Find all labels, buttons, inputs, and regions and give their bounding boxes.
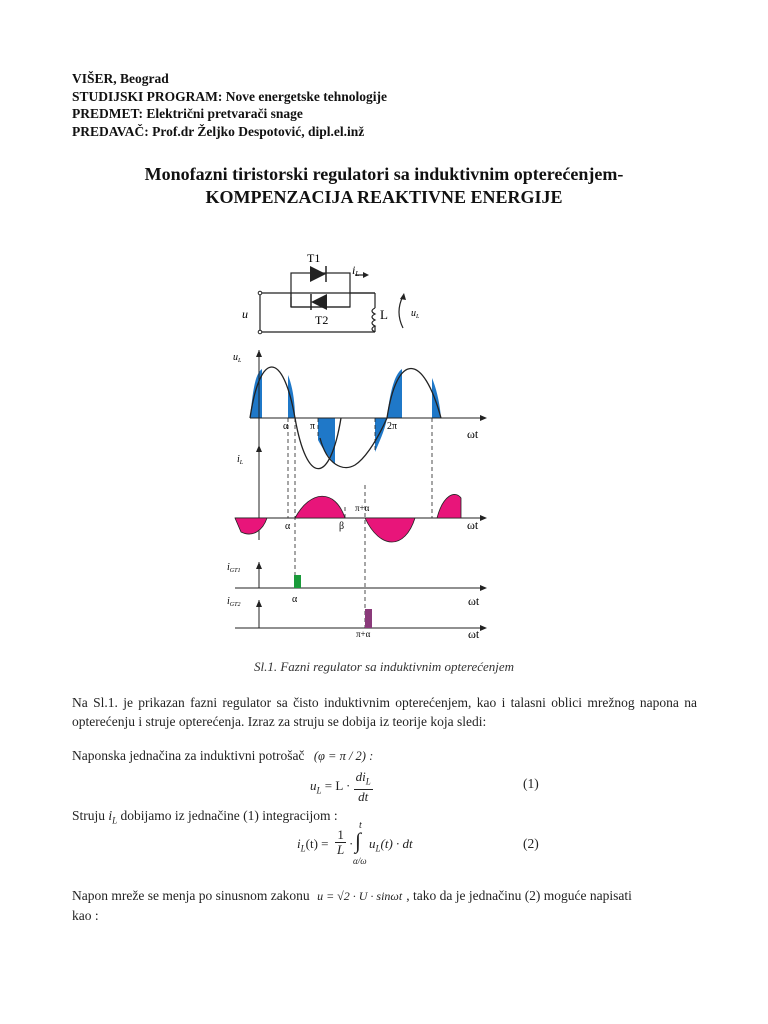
tick-alpha-gate: α [292,594,298,605]
axis-wt-4: ωt [468,627,480,641]
current-lobe-4 [437,494,461,518]
gate-pulse-t2 [365,609,372,628]
sine-formula: u = √2 · U · sinωt [317,889,403,903]
paragraph-sinus: Napon mreže se menja po sinusnom zakonu u = √2 · U · sinωt , tako da je jednačinu (2) moguće napisati kao : [72,888,632,923]
label-ul: u [411,308,416,319]
voltage-fill [250,369,441,464]
phi-condition: (φ = π / 2) : [313,749,374,763]
label-u: u [242,307,248,321]
axis-il: i [237,454,240,465]
axis-wt-3: ωt [468,594,480,608]
tick-beta: β [339,521,345,532]
tick-alpha-top: α [283,421,289,432]
tick-two-pi: 2π [387,421,398,432]
label-t2: T2 [315,313,329,327]
paragraph-integration: Struju $i_L$ dobijamo iz jednačine (1) integracijom : [72,808,338,826]
svg-text:iGT1: $i_{GT1}$ [227,562,241,574]
figure-caption: Sl.1. Fazni regulator sa induktivnim opterećenjem [253,659,515,674]
svg-text:iL: iL [352,263,360,278]
program-line: STUDIJSKI PROGRAM: Nove energetske tehnologije [72,88,387,104]
lecturer-line: PREDAVAČ: Prof.dr Željko Despotović, dipl.el.inž [72,123,365,139]
voltage-waveform [250,350,487,480]
axis-wt-2: ωt [467,518,479,532]
integral-sign-icon: ∫ [355,828,362,853]
tick-pi-alpha-gate: π+α [356,629,371,639]
title-line-2: KOMPENZACIJA REAKTIVNE ENERGIJE [205,187,563,207]
svg-text:iL: $i_L$ [237,454,244,466]
label-il: i [352,263,356,277]
equation-1: $u_L = L$ · $\frac{di_L}{dt}$ [310,769,371,804]
label-inductor-l: L [380,307,388,322]
svg-text:uL: $u_L$ [233,352,242,364]
axis-wt-1: ωt [467,427,479,441]
paragraph-intro: Na Sl.1. je prikazan fazni regulator sa čisto induktivnim opterećenjem, kao i talasni oblici mrežnog napona na opterećenju i struje opterećenja. Izraz za struju se dobija iz teorije koja sledi: [72,695,697,729]
page-title [40,163,728,209]
axis-igt2: i [227,596,230,607]
document-header [72,70,387,140]
gate-pulse-t1 [294,575,301,588]
svg-text:uL: $u_L$ [411,308,420,320]
circuit-diagram [260,273,403,332]
paragraph-voltage-equation: Naponska jednačina za induktivni potrošač (φ = π / 2) : [72,748,374,763]
current-lobe-1 [235,518,267,534]
subject-line: PREDMET: Električni pretvarači snage [72,106,303,121]
phase-regulator-figure [215,240,495,645]
svg-text:iGT2: $i_{GT2}$ [227,596,241,608]
tick-alpha-mid: α [285,521,291,532]
title-line-1: Monofazni tiristorski regulatori sa induktivnim opterećenjem- [144,164,624,184]
tick-pi-alpha-mid: π+α [355,503,370,513]
label-t1: T1 [307,251,321,265]
axis-igt1: i [227,562,230,573]
axis-ul: u [233,352,238,363]
tick-pi-top: π [310,421,316,432]
current-lobe-3 [365,518,415,542]
equation-1-number: (1) [523,776,539,791]
current-lobe-2 [295,496,345,518]
thyristor-t2-symbol [311,294,327,310]
thyristor-t1-symbol [310,266,326,282]
gate-pulses [235,562,487,631]
school-line: VIŠER, Beograd [72,71,169,86]
equation-2-number: (2) [523,836,539,851]
